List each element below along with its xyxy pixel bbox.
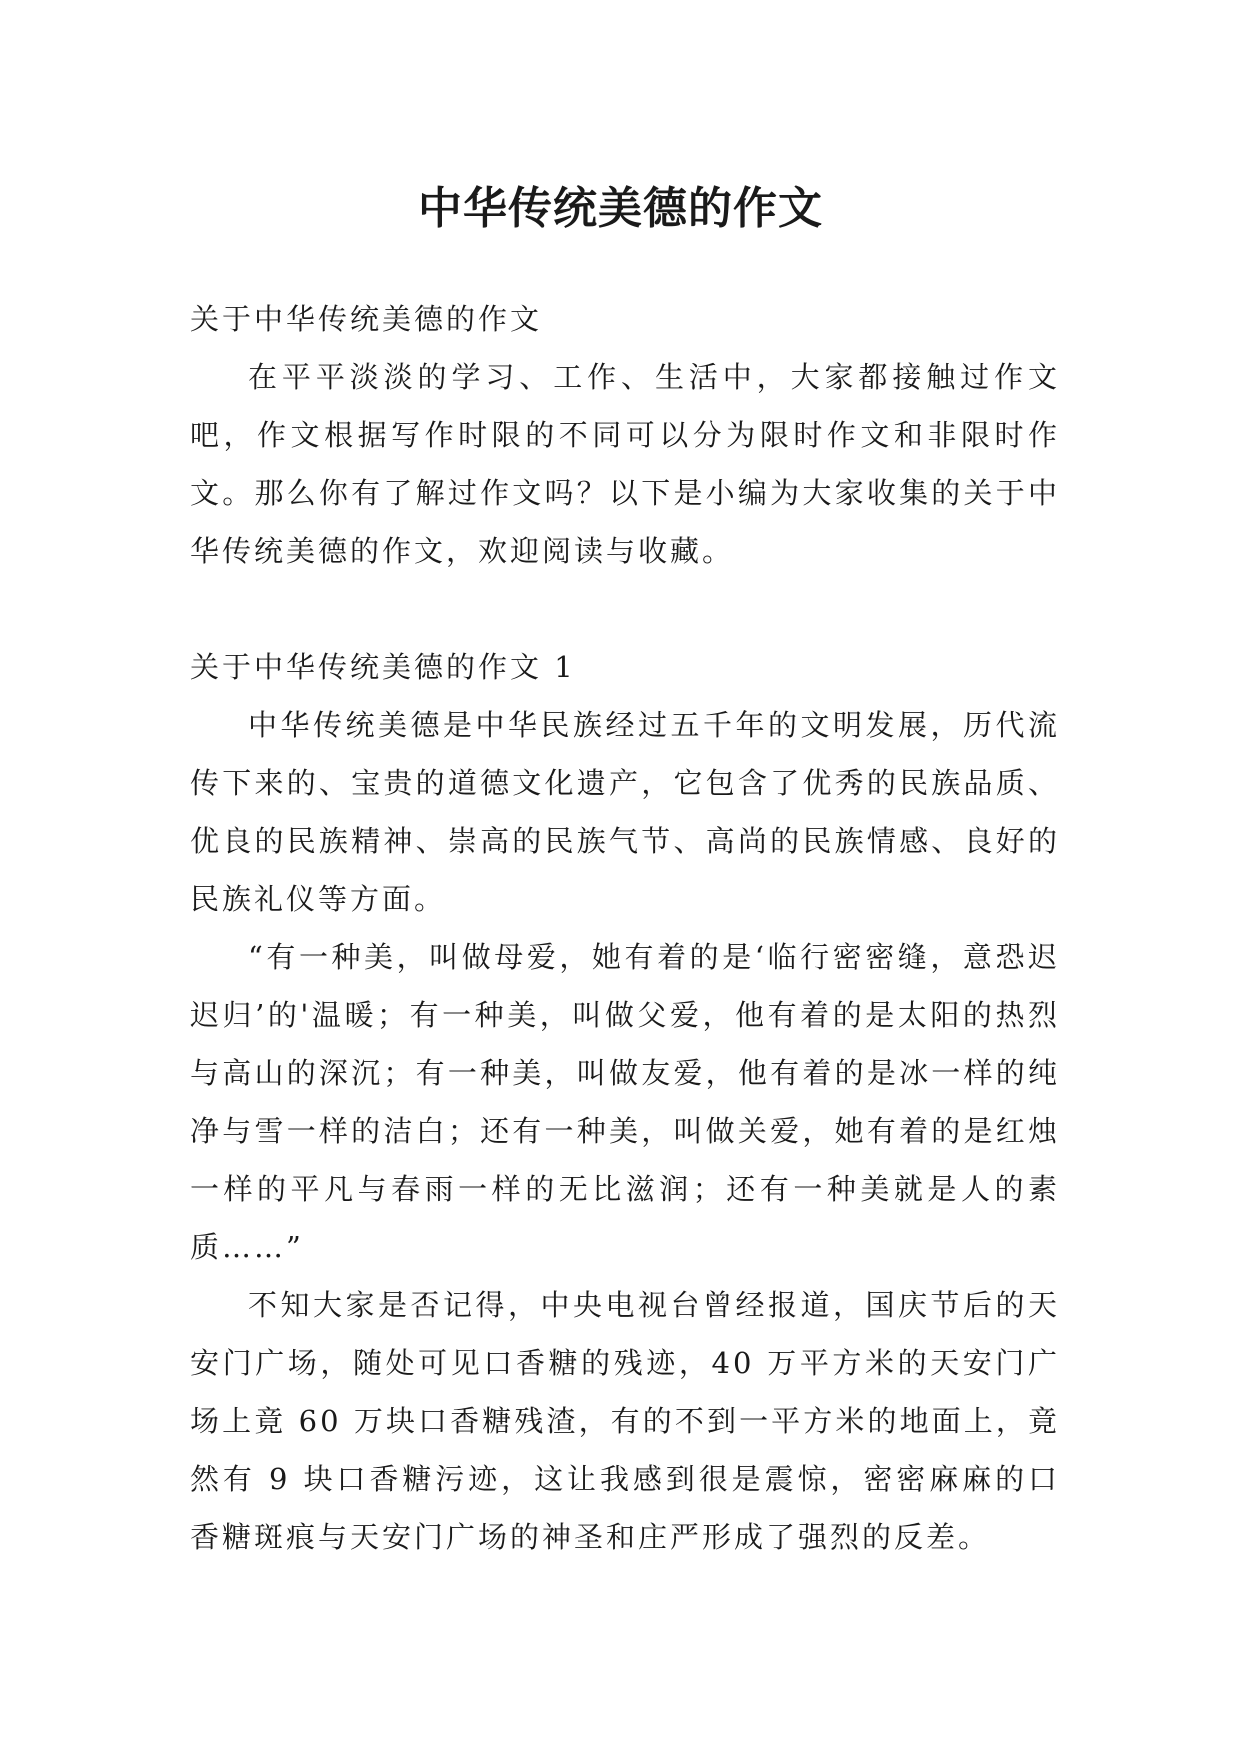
document-title: 中华传统美德的作文 — [418, 183, 823, 235]
body-paragraph: 不知大家是否记得，中央电视台曾经报道，国庆节后的天安门广场，随处可见口香糖的残迹，40 万平方米的天安门广场上竟 60 万块口香糖残渣，有的不到一平方米的地面上，竟然有 9 块口香糖污迹，这让我感到很是震惊，密密麻麻的口香糖斑痕与天安门广场的神圣和庄严形成了强烈的反差。 — [190, 1288, 1060, 1554]
body-paragraph: “有一种美，叫做母爱，她有着的是‘临行密密缝，意恐迟迟归’的'温暖；有一种美，叫做父爱，他有着的是太阳的热烈与高山的深沉；有一种美，叫做友爱，他有着的是冰一样的纯净与雪一样的洁白；还有一种美，叫做关爱，她有着的是红烛一样的平凡与春雨一样的无比滋润；还有一种美就是人的素质……” — [190, 940, 1060, 1264]
intro-heading: 关于中华传统美德的作文 — [190, 302, 543, 336]
intro-paragraph: 在平平淡淡的学习、工作、生活中，大家都接触过作文吧，作文根据写作时限的不同可以分为限时作文和非限时作文。那么你有了解过作文吗？以下是小编为大家收集的关于中华传统美德的作文，欢迎阅读与收藏。 — [190, 360, 1060, 568]
section-heading: 关于中华传统美德的作文 1 — [190, 650, 576, 684]
body-paragraph: 中华传统美德是中华民族经过五千年的文明发展，历代流传下来的、宝贵的道德文化遗产，它包含了优秀的民族品质、优良的民族精神、崇高的民族气节、高尚的民族情感、良好的民族礼仪等方面。 — [190, 708, 1060, 916]
paragraph-spacer — [190, 580, 1060, 638]
document-body — [190, 290, 1060, 1566]
